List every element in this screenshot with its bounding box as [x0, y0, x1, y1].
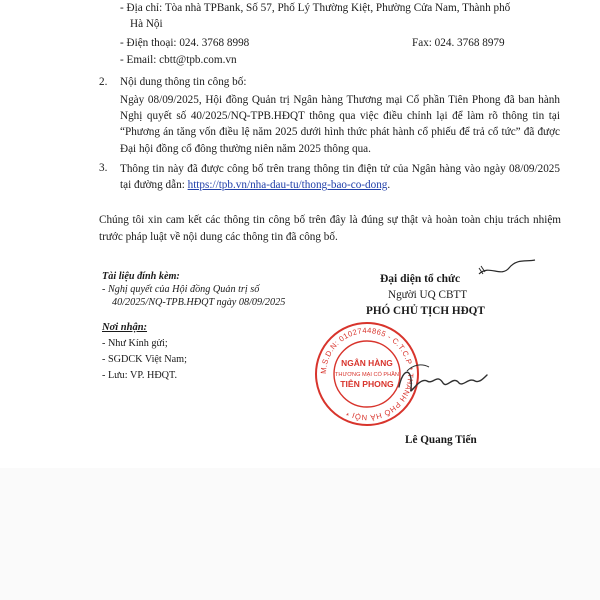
representative-label: Đại diện tổ chức	[380, 273, 461, 285]
commitment-paragraph: Chúng tôi xin cam kết các thông tin công bố trên đây là đúng sự thật và hoàn toàn chịu trách nhiệm trước pháp luật về nội dung các thông tin đã công bố.	[99, 214, 561, 243]
attachments-heading: Tài liệu đính kèm:	[102, 271, 180, 282]
item-3-tail: .	[387, 179, 391, 192]
phone-line: - Điện thoại: 024. 3768 8998	[120, 37, 250, 49]
item-3-number: 3.	[99, 162, 108, 174]
recipient-item: - SGDCK Việt Nam;	[102, 354, 187, 365]
announcement-link[interactable]: https://tpb.vn/nha-dau-tu/thong-bao-co-dong	[187, 179, 388, 192]
svg-text:M.S.D.N: 0102744865 - C.T.C.P: M.S.D.N: 0102744865 - C.T.C.P * THÀNH PHỐ HÀ NỘI *	[318, 325, 416, 423]
signer-name: Lê Quang Tiến	[405, 434, 477, 446]
recipient-item: - Như Kính gửi;	[102, 338, 168, 349]
attachment-line-continued: 40/2025/NQ-TPB.HĐQT ngày 08/09/2025	[112, 297, 286, 308]
svg-text:NGÂN HÀNG: NGÂN HÀNG	[341, 358, 393, 368]
email-label: - Email:	[120, 54, 160, 66]
address-line: - Địa chỉ: Tòa nhà TPBank, Số 57, Phố Lý Thường Kiệt, Phường Cửa Nam, Thành phố	[120, 2, 511, 14]
authorized-label: Người UQ CBTT	[388, 289, 468, 301]
handwritten-signature-icon	[393, 357, 489, 401]
email-line	[120, 53, 237, 68]
item-2-number: 2.	[99, 76, 108, 88]
item-3-body	[120, 161, 560, 193]
signature-flourish-icon	[475, 258, 537, 280]
svg-text:TIÊN PHONG: TIÊN PHONG	[340, 379, 394, 389]
signer-title: PHÓ CHỦ TỊCH HĐQT	[366, 305, 485, 317]
attachment-line: - Nghị quyết của Hội đồng Quản trị số	[102, 284, 260, 295]
svg-text:THƯƠNG MẠI CỔ PHẦN: THƯƠNG MẠI CỔ PHẦN	[335, 372, 399, 378]
item-2-body: Ngày 08/09/2025, Hội đồng Quản trị Ngân hàng Thương mại Cổ phần Tiên Phong đã ban hành Nghị quyết số 40/2025/NQ-TPB.HĐQT thông qua việc điều chỉnh lại để làm rõ thông tin tại “Phương án tăng vốn điều lệ năm 2025 dưới hình thức phát hành cổ phiếu để trả cổ tức” đã được Đại hội đồng cổ đông thường niên năm 2025 thông qua.	[120, 94, 560, 155]
page-bottom-margin	[0, 468, 600, 600]
address-line-continued: Hà Nội	[130, 18, 163, 30]
recipients-heading: Nơi nhận:	[102, 322, 148, 333]
recipient-item: - Lưu: VP. HĐQT.	[102, 370, 178, 381]
email-address[interactable]: cbtt@tpb.com.vn	[159, 54, 237, 66]
item-2-heading: Nội dung thông tin công bố:	[120, 76, 247, 88]
fax-line: Fax: 024. 3768 8979	[412, 37, 505, 49]
item-3-text: Thông tin này đã được công bố trên trang thông tin điện tử của Ngân hàng vào ngày 08/09/2025 tại đường dẫn:	[120, 163, 560, 192]
